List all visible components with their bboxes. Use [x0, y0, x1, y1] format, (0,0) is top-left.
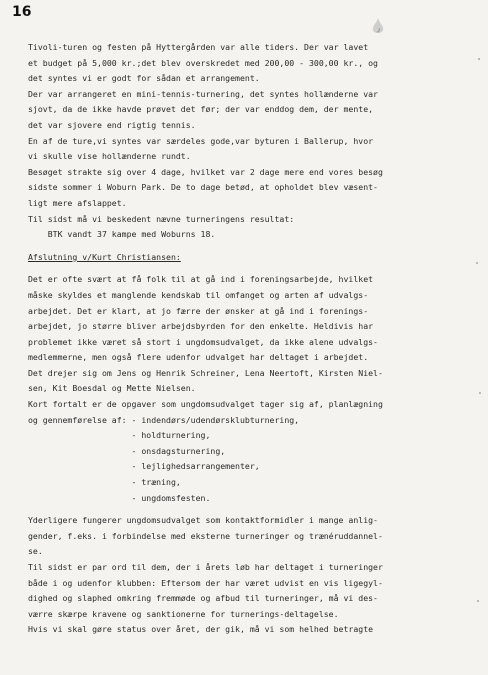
text-line: både i og udenfor klubben: Eftersom der har været udvist en vis ligegyl- [28, 577, 383, 588]
text-line: værre skærpe kravene og sanktionerne for turnerings-deltagelse. [28, 608, 339, 619]
text-line: BTK vandt 37 kampe med Woburns 18. [28, 229, 216, 240]
paragraph-closing [28, 513, 478, 638]
text-line: arbejdet, jo større bliver arbejdsbyrden for den enkelte. Heldivis har [28, 321, 374, 332]
text-line: sidste sommer i Woburn Park. De to dage betød, at opholdet blev væsent- [28, 182, 378, 193]
heading-afslutning: Afslutning v/Kurt Christiansen: [28, 251, 181, 262]
scan-speck [478, 58, 480, 60]
text-line: dighed og slaphed omkring fremmøde og afbud til turneringer, må vi des- [28, 593, 378, 604]
text-line: se. [28, 546, 43, 557]
text-line: Til sidst må vi beskedent nævne turneringens resultat: [28, 213, 295, 224]
text-line: vi skulle vise hollænderne rundt. [28, 151, 191, 162]
scan-speck [479, 392, 481, 394]
text-line: Tivoli-turen og festen på Hyttergården var alle tiders. Der var lavet [28, 42, 369, 52]
paragraph-afslutning [28, 272, 478, 506]
text-line: ligt mere afslappet. [28, 197, 127, 208]
text-line: sen, Kit Boesdal og Mette Nielsen. [28, 383, 196, 394]
page-number: 16 [12, 4, 32, 20]
list-item: - træning, [28, 477, 181, 488]
text-line: Hvis vi skal gøre status over året, der gik, må vi som helhed betragte [28, 624, 374, 635]
text-line: arbejdet. Det er klart, at jo færre der ønsker at gå ind i forenings- [28, 305, 369, 316]
list-item: - lejlighedsarrangementer, [28, 461, 260, 472]
text-line: måske skyldes et manglende kendskab til omfanget og arten af udvalgs- [28, 289, 369, 300]
text-line: Til sidst er par ord til dem, der i årets løb har deltaget i turneringer [28, 562, 383, 572]
text-line: Det er ofte svært at få folk til at gå ind i foreningsarbejde, hvilket [28, 274, 374, 285]
text-line: problemet ikke været så stort i ungdomsudvalget, da ikke alene udvalgs- [28, 336, 378, 347]
list-item: - holdturnering, [28, 430, 211, 441]
text-line: det var sjovere end rigtig tennis. [28, 119, 196, 130]
text-line: et budget på 5,000 kr.;det blev overskredet med 200,00 - 300,00 kr., og [28, 57, 378, 68]
list-item: - onsdagsturnering, [28, 445, 226, 456]
text-line: gender, f.eks. i forbindelse med eksterne turneringer og trænéruddannel- [28, 530, 383, 541]
text-line: sjovt, da de ikke havde prøvet det før; der var enddog dem, der mente, [28, 104, 374, 115]
text-line: Det drejer sig om Jens og Henrik Schreiner, Lena Neertoft, Kirsten Niel- [28, 367, 383, 378]
text-line: En af de ture,vi syntes var særdeles gode,var byturen i Ballerup, hvor [28, 135, 374, 146]
list-item: og gennemførelse af: - indendørs/udendørsklubturnering, [28, 414, 300, 425]
text-line: Besøget strakte sig over 4 dage, hvilket var 2 dage mere end vores besøg [28, 166, 383, 177]
paragraph-report [28, 40, 478, 243]
text-line: medlemmerne, men også flere udenfor udvalget har deltaget i arbejdet. [28, 352, 369, 363]
text-line: Der var arrangeret en mini-tennis-turnering, det syntes hollænderne var [28, 88, 378, 99]
scan-speck [477, 600, 479, 602]
text-line: Kort fortalt er de opgaver som ungdomsudvalget tager sig af, planlægning [28, 399, 383, 410]
section-heading [28, 250, 478, 266]
drop-mark-icon [370, 16, 386, 36]
text-line: Yderligere fungerer ungdomsudvalget som kontaktformidler i mange anlig- [28, 515, 378, 526]
list-item: - ungdomsfesten. [28, 492, 211, 503]
text-line: det syntes vi er godt for sådan et arrangement. [28, 73, 260, 84]
body-text [28, 40, 478, 638]
scan-speck [476, 262, 478, 264]
